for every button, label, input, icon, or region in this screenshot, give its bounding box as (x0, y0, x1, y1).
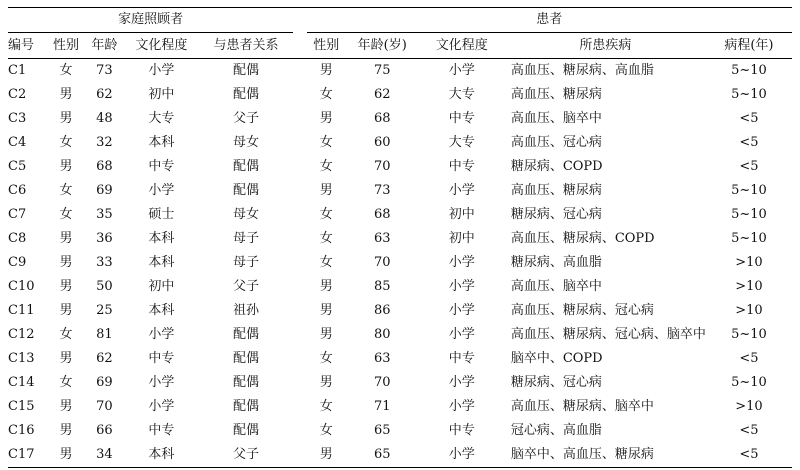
cell-id: C1 (8, 63, 27, 78)
table-body (8, 59, 792, 468)
cell-patient-sex: 男 (319, 375, 333, 390)
cell-caregiver-education: 中专 (148, 423, 175, 438)
cell-duration: 5~10 (731, 63, 767, 78)
cell-disease: 高血压、脑卒中 (510, 279, 602, 294)
cell-relationship: 母女 (233, 207, 260, 222)
cell-duration: <5 (739, 447, 759, 462)
column-gap (293, 443, 306, 468)
cell-caregiver-sex: 女 (59, 375, 73, 390)
cell-caregiver-age: 62 (96, 351, 113, 366)
cell-relationship: 配偶 (233, 399, 260, 414)
cell-disease: 高血压、糖尿病 (510, 183, 602, 198)
cell-patient-sex: 男 (319, 279, 333, 294)
column-gap (293, 131, 306, 155)
table-row (8, 179, 792, 203)
cell-relationship: 母子 (233, 255, 260, 270)
cell-duration: <5 (739, 111, 759, 126)
cell-id: C17 (8, 447, 35, 462)
col-header-patient-education: 文化程度 (419, 33, 505, 59)
cell-id: C2 (8, 87, 27, 102)
table-row (8, 131, 792, 155)
cell-caregiver-age: 70 (96, 399, 113, 414)
cell-id: C11 (8, 303, 35, 318)
cell-relationship: 祖孙 (233, 303, 260, 318)
cell-patient-age: 71 (373, 399, 391, 414)
cell-duration: >10 (735, 255, 763, 270)
caregiver-group-header: 家庭照顾者 (8, 8, 293, 33)
cell-patient-education: 中专 (448, 159, 475, 174)
table-row (8, 83, 792, 107)
cell-disease: 糖尿病、高血脂 (510, 255, 602, 270)
col-header-disease: 所患疾病 (505, 33, 706, 59)
column-gap (293, 203, 306, 227)
cell-duration: 5~10 (731, 183, 767, 198)
column-gap (293, 107, 306, 131)
cell-disease: 高血压、糖尿病、COPD (510, 231, 655, 246)
cell-caregiver-sex: 女 (59, 135, 73, 150)
cell-caregiver-age: 50 (96, 279, 113, 294)
cell-relationship: 配偶 (233, 183, 260, 198)
cell-disease: 高血压、糖尿病、高血脂 (510, 63, 654, 78)
cell-disease: 脑卒中、高血压、糖尿病 (510, 447, 654, 462)
cell-caregiver-sex: 男 (59, 159, 73, 174)
cell-duration: <5 (739, 351, 759, 366)
cell-duration: <5 (739, 423, 759, 438)
cell-patient-education: 初中 (448, 231, 475, 246)
cell-caregiver-sex: 男 (59, 351, 73, 366)
cell-disease: 高血压、糖尿病、冠心病 (510, 303, 654, 318)
cell-caregiver-education: 中专 (148, 351, 175, 366)
cell-caregiver-sex: 男 (59, 231, 73, 246)
cell-patient-education: 小学 (448, 279, 475, 294)
table-row (8, 203, 792, 227)
cell-patient-education: 大专 (448, 135, 475, 150)
cell-caregiver-sex: 男 (59, 279, 73, 294)
cell-caregiver-sex: 男 (59, 399, 73, 414)
cell-caregiver-age: 35 (96, 207, 113, 222)
col-header-caregiver-sex: 性别 (47, 33, 84, 59)
cell-caregiver-age: 34 (96, 447, 113, 462)
cell-caregiver-sex: 男 (59, 303, 73, 318)
cell-caregiver-education: 初中 (148, 279, 175, 294)
cell-relationship: 父子 (233, 111, 260, 126)
cell-duration: <5 (739, 159, 759, 174)
cell-patient-education: 大专 (448, 87, 475, 102)
cell-disease: 糖尿病、冠心病 (510, 375, 602, 390)
cell-patient-sex: 女 (319, 351, 333, 366)
cell-caregiver-age: 81 (96, 327, 113, 342)
cell-relationship: 母女 (233, 135, 260, 150)
cell-disease: 糖尿病、冠心病 (510, 207, 602, 222)
cell-duration: >10 (735, 399, 763, 414)
cell-patient-education: 小学 (448, 327, 475, 342)
cell-caregiver-age: 73 (96, 63, 113, 78)
cell-id: C5 (8, 159, 27, 174)
cell-patient-age: 63 (373, 351, 391, 366)
cell-patient-sex: 女 (319, 423, 333, 438)
column-gap (293, 227, 306, 251)
table-row (8, 443, 792, 468)
cell-relationship: 配偶 (233, 63, 260, 78)
table-row (8, 251, 792, 275)
col-header-id: 编号 (8, 33, 47, 59)
cell-disease: 高血压、糖尿病、冠心病、脑卒中 (510, 327, 706, 342)
cell-relationship: 父子 (233, 279, 260, 294)
cell-patient-age: 68 (373, 111, 391, 126)
cell-id: C9 (8, 255, 27, 270)
column-gap (293, 83, 306, 107)
cell-patient-age: 63 (373, 231, 391, 246)
cell-id: C6 (8, 183, 27, 198)
col-header-duration: 病程(年) (706, 33, 792, 59)
cell-id: C13 (8, 351, 35, 366)
cell-caregiver-education: 小学 (148, 375, 175, 390)
cell-patient-sex: 男 (319, 111, 333, 126)
cell-caregiver-education: 本科 (148, 231, 175, 246)
cell-caregiver-age: 69 (96, 183, 113, 198)
data-table (8, 7, 792, 468)
column-gap (293, 323, 306, 347)
col-header-patient-age: 年龄(岁) (346, 33, 419, 59)
table-row (8, 59, 792, 84)
cell-disease: 脑卒中、COPD (510, 351, 603, 366)
cell-caregiver-sex: 女 (59, 327, 73, 342)
col-header-patient-sex: 性别 (307, 33, 346, 59)
column-gap (293, 155, 306, 179)
cell-patient-education: 小学 (448, 255, 475, 270)
cell-patient-sex: 男 (319, 303, 333, 318)
col-header-caregiver-age: 年龄 (85, 33, 124, 59)
cell-caregiver-sex: 男 (59, 111, 73, 126)
table-row (8, 371, 792, 395)
cell-relationship: 配偶 (233, 327, 260, 342)
cell-patient-education: 小学 (448, 303, 475, 318)
cell-patient-education: 中专 (448, 423, 475, 438)
cell-caregiver-age: 48 (96, 111, 113, 126)
cell-caregiver-education: 本科 (148, 447, 175, 462)
column-gap (293, 419, 306, 443)
cell-caregiver-age: 32 (96, 135, 113, 150)
cell-patient-education: 小学 (448, 183, 475, 198)
cell-patient-age: 75 (373, 63, 391, 78)
cell-patient-sex: 女 (319, 255, 333, 270)
cell-patient-sex: 女 (319, 399, 333, 414)
cell-patient-age: 62 (373, 87, 391, 102)
cell-duration: 5~10 (731, 207, 767, 222)
table-row (8, 227, 792, 251)
cell-caregiver-age: 66 (96, 423, 113, 438)
cell-duration: 5~10 (731, 231, 767, 246)
cell-patient-education: 中专 (448, 111, 475, 126)
cell-disease: 高血压、糖尿病、脑卒中 (510, 399, 654, 414)
cell-duration: >10 (735, 303, 763, 318)
cell-patient-education: 小学 (448, 447, 475, 462)
cell-relationship: 配偶 (233, 159, 260, 174)
cell-patient-sex: 女 (319, 135, 333, 150)
cell-patient-sex: 男 (319, 327, 333, 342)
cell-caregiver-education: 大专 (148, 111, 175, 126)
cell-caregiver-sex: 男 (59, 447, 73, 462)
patient-group-header: 患者 (307, 8, 792, 33)
cell-duration: 5~10 (731, 375, 767, 390)
cell-patient-age: 86 (373, 303, 391, 318)
cell-caregiver-education: 小学 (148, 327, 175, 342)
cell-patient-age: 68 (373, 207, 391, 222)
cell-disease: 高血压、糖尿病 (510, 87, 602, 102)
cell-patient-age: 70 (373, 375, 391, 390)
cell-relationship: 配偶 (233, 87, 260, 102)
cell-disease: 冠心病、高血脂 (510, 423, 602, 438)
cell-relationship: 配偶 (233, 375, 260, 390)
cell-duration: >10 (735, 279, 763, 294)
cell-disease: 高血压、冠心病 (510, 135, 602, 150)
cell-patient-age: 80 (373, 327, 391, 342)
table-row (8, 347, 792, 371)
cell-id: C10 (8, 279, 35, 294)
cell-caregiver-age: 33 (96, 255, 113, 270)
cell-caregiver-education: 初中 (148, 87, 175, 102)
col-header-relationship: 与患者关系 (199, 33, 293, 59)
column-gap (293, 59, 306, 84)
cell-caregiver-age: 25 (96, 303, 113, 318)
cell-patient-education: 中专 (448, 351, 475, 366)
cell-patient-sex: 女 (319, 207, 333, 222)
cell-caregiver-sex: 男 (59, 255, 73, 270)
table-row (8, 299, 792, 323)
table-row (8, 395, 792, 419)
cell-patient-age: 85 (373, 279, 391, 294)
cell-patient-sex: 女 (319, 87, 333, 102)
cell-caregiver-age: 68 (96, 159, 113, 174)
cell-patient-age: 60 (373, 135, 391, 150)
cell-id: C16 (8, 423, 35, 438)
cell-caregiver-education: 硕士 (148, 207, 175, 222)
cell-caregiver-education: 本科 (148, 135, 175, 150)
cell-patient-age: 65 (373, 447, 391, 462)
column-gap (293, 347, 306, 371)
cell-caregiver-sex: 女 (59, 63, 73, 78)
table-row (8, 323, 792, 347)
cell-duration: 5~10 (731, 87, 767, 102)
cell-id: C8 (8, 231, 27, 246)
cell-relationship: 母子 (233, 231, 260, 246)
cell-patient-sex: 男 (319, 447, 333, 462)
cell-patient-education: 小学 (448, 375, 475, 390)
cell-caregiver-sex: 男 (59, 423, 73, 438)
cell-caregiver-education: 本科 (148, 303, 175, 318)
cell-caregiver-age: 69 (96, 375, 113, 390)
column-gap (293, 395, 306, 419)
cell-relationship: 配偶 (233, 351, 260, 366)
cell-patient-education: 初中 (448, 207, 475, 222)
cell-caregiver-education: 小学 (148, 63, 175, 78)
cell-patient-education: 小学 (448, 63, 475, 78)
cell-caregiver-education: 小学 (148, 183, 175, 198)
cell-patient-age: 65 (373, 423, 391, 438)
col-header-caregiver-education: 文化程度 (124, 33, 199, 59)
column-gap (293, 275, 306, 299)
table-row (8, 275, 792, 299)
cell-caregiver-sex: 男 (59, 87, 73, 102)
cell-patient-sex: 男 (319, 63, 333, 78)
table-row (8, 155, 792, 179)
cell-caregiver-sex: 女 (59, 207, 73, 222)
cell-patient-sex: 男 (319, 183, 333, 198)
cell-caregiver-age: 62 (96, 87, 113, 102)
cell-patient-age: 70 (373, 255, 391, 270)
column-gap (293, 299, 306, 323)
cell-caregiver-age: 36 (96, 231, 113, 246)
column-gap (293, 371, 306, 395)
cell-caregiver-education: 本科 (148, 255, 175, 270)
table-row (8, 107, 792, 131)
table-row (8, 419, 792, 443)
cell-patient-age: 70 (373, 159, 391, 174)
cell-id: C4 (8, 135, 27, 150)
cell-id: C7 (8, 207, 27, 222)
cell-patient-education: 小学 (448, 399, 475, 414)
column-gap (293, 179, 306, 203)
cell-relationship: 父子 (233, 447, 260, 462)
cell-id: C12 (8, 327, 35, 342)
cell-patient-sex: 女 (319, 159, 333, 174)
column-gap (293, 251, 306, 275)
cell-caregiver-sex: 女 (59, 183, 73, 198)
cell-patient-sex: 女 (319, 231, 333, 246)
cell-disease: 高血压、脑卒中 (510, 111, 602, 126)
cell-id: C14 (8, 375, 35, 390)
cell-patient-age: 73 (373, 183, 391, 198)
cell-relationship: 配偶 (233, 423, 260, 438)
cell-id: C15 (8, 399, 35, 414)
cell-caregiver-education: 小学 (148, 399, 175, 414)
cell-duration: <5 (739, 135, 759, 150)
cell-caregiver-education: 中专 (148, 159, 175, 174)
cell-disease: 糖尿病、COPD (510, 159, 603, 174)
cell-id: C3 (8, 111, 27, 126)
cell-duration: 5~10 (731, 327, 767, 342)
